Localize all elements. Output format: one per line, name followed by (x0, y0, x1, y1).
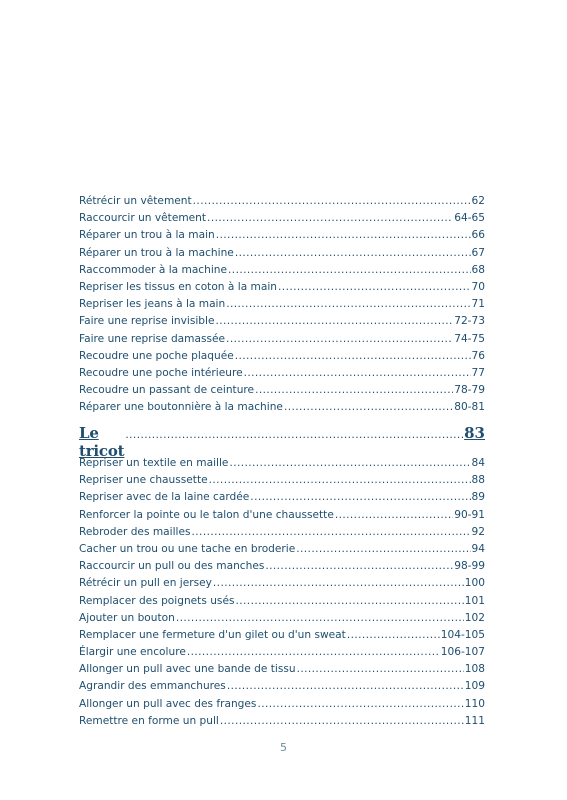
page-number: 5 (280, 741, 287, 754)
section-page: 83 (464, 424, 485, 442)
toc-entry-page: 84 (471, 457, 485, 469)
toc-entry-page: 64-65 (454, 212, 485, 225)
toc-entry-page: 67 (471, 246, 485, 259)
section-title: Le tricot (79, 424, 125, 460)
toc-entry-title: Repriser une chaussette (79, 474, 208, 487)
toc-entry (79, 193, 485, 210)
toc-entry-title: Réparer un trou à la main (79, 229, 215, 242)
toc-entry (79, 661, 485, 678)
toc-entry-title: Raccourcir un pull ou des manches (79, 560, 265, 573)
toc-entry (79, 210, 485, 227)
toc-entry-page: 108 (464, 663, 485, 676)
dot-leader (244, 365, 471, 382)
toc-entry-title: Recoudre une poche intérieure (79, 366, 243, 379)
toc-entry-title: Rétrécir un pull en jersey (79, 577, 212, 590)
toc-entry-title: Renforcer la pointe ou le talon d'une chaussette (79, 508, 334, 521)
toc-entry (79, 644, 485, 661)
toc-entry-title: Allonger un pull avec une bande de tissu (79, 663, 296, 676)
toc-entry-page: 70 (471, 280, 485, 293)
toc-entry (79, 593, 485, 610)
toc-entry (79, 245, 485, 262)
toc-entry-page: 106-107 (440, 646, 485, 659)
dot-leader (220, 713, 464, 730)
toc-entry-page: 102 (464, 611, 485, 624)
toc-entry-title: Remplacer une fermeture d'un gilet ou d'un sweat (79, 628, 346, 641)
toc-entry-title: Réparer une boutonnière à la machine (79, 401, 283, 414)
dot-leader (235, 245, 471, 262)
toc-entry-page: 68 (471, 263, 485, 276)
toc-entry (79, 279, 485, 296)
toc-entry (79, 262, 485, 279)
toc-entry-title: Réparer un trou à la machine (79, 246, 234, 259)
toc-entry (79, 575, 485, 592)
toc-entry-title: Repriser les tissus en coton à la main (79, 280, 278, 293)
toc-entry-page: 109 (464, 680, 485, 693)
dot-leader (284, 399, 453, 416)
dot-leader (226, 296, 470, 313)
dot-leader (235, 348, 471, 365)
dot-leader (347, 627, 440, 644)
toc-entry (79, 365, 485, 382)
toc-entry-page: 78-79 (454, 384, 485, 397)
toc-entry-title: Faire une reprise invisible (79, 315, 215, 328)
toc-entry (79, 713, 485, 730)
dot-leader (193, 193, 471, 210)
dot-leader (257, 696, 463, 713)
dot-leader (227, 678, 464, 695)
toc-entry-page: 66 (471, 229, 485, 242)
toc-entry (79, 331, 485, 348)
section-heading (79, 424, 485, 460)
toc-list-sewing (79, 193, 485, 416)
toc-entry-title: Repriser les jeans à la main (79, 298, 226, 311)
toc-entry-title: Rétrécir un vêtement (79, 195, 192, 207)
dot-leader (187, 644, 440, 661)
toc-list-knitting (79, 455, 485, 730)
toc-entry-page: 74-75 (454, 332, 485, 345)
toc-entry-page: 76 (471, 349, 485, 362)
toc-entry (79, 558, 485, 575)
toc-entry-title: Repriser avec de la laine cardée (79, 491, 250, 504)
dot-leader (209, 472, 471, 489)
toc-entry-page: 62 (471, 195, 485, 207)
toc-entry-page: 71 (471, 298, 485, 311)
dot-leader (278, 279, 470, 296)
dot-leader (213, 575, 464, 592)
dot-leader (226, 331, 453, 348)
dot-leader (228, 262, 470, 279)
toc-entry-page: 100 (464, 577, 485, 590)
toc-entry (79, 348, 485, 365)
dot-leader (229, 455, 470, 472)
toc-entry-title: Cacher un trou ou une tache en broderie (79, 542, 296, 555)
toc-entry (79, 227, 485, 244)
dot-leader (265, 558, 453, 575)
toc-entry-page: 101 (464, 594, 485, 607)
toc-entry-page: 94 (471, 542, 485, 555)
dot-leader (215, 313, 453, 330)
toc-entry-title: Recoudre une poche plaquée (79, 349, 234, 362)
toc-entry-page: 89 (471, 491, 485, 504)
toc-entry-title: Agrandir des emmanchures (79, 680, 226, 693)
toc-entry (79, 627, 485, 644)
toc-entry (79, 455, 485, 472)
toc-entry (79, 507, 485, 524)
toc-entry-title: Faire une reprise damassée (79, 332, 226, 345)
toc-entry-title: Rebroder des mailles (79, 525, 191, 538)
toc-entry-page: 110 (464, 697, 485, 710)
toc-entry (79, 472, 485, 489)
toc-entry-title: Raccommoder à la machine (79, 263, 228, 276)
toc-entry-page: 72-73 (454, 315, 485, 328)
dot-leader (335, 507, 453, 524)
toc-entry (79, 610, 485, 627)
toc-entry (79, 678, 485, 695)
toc-entry-page: 77 (471, 366, 485, 379)
dot-leader (207, 210, 453, 227)
toc-entry-title: Remettre en forme un pull (79, 714, 219, 727)
toc-entry (79, 313, 485, 330)
toc-entry-page: 111 (464, 714, 485, 727)
toc-entry-page: 90-91 (454, 508, 485, 521)
toc-entry-title: Remplacer des poignets usés (79, 594, 235, 607)
toc-entry (79, 696, 485, 713)
toc-entry-title: Repriser un textile en maille (79, 457, 229, 469)
toc-entry-title: Ajouter un bouton (79, 611, 175, 624)
dot-leader (297, 661, 464, 678)
toc-entry-page: 92 (471, 525, 485, 538)
toc-entry (79, 399, 485, 416)
dot-leader (236, 593, 464, 610)
dot-leader (255, 382, 453, 399)
dot-leader (296, 541, 470, 558)
dot-leader (216, 227, 471, 244)
toc-entry-title: Raccourcir un vêtement (79, 212, 207, 225)
toc-entry-page: 80-81 (454, 401, 485, 414)
toc-entry (79, 382, 485, 399)
toc-entry-page: 104-105 (440, 628, 485, 641)
toc-entry (79, 296, 485, 313)
dot-leader (125, 429, 463, 441)
toc-entry-title: Recoudre un passant de ceinture (79, 384, 255, 397)
dot-leader (192, 524, 471, 541)
toc-entry (79, 541, 485, 558)
toc-entry-page: 88 (471, 474, 485, 487)
dot-leader (176, 610, 464, 627)
toc-entry-page: 98-99 (454, 560, 485, 573)
toc-entry-title: Élargir une encolure (79, 646, 186, 659)
dot-leader (250, 489, 470, 506)
toc-entry (79, 489, 485, 506)
toc-entry-title: Allonger un pull avec des franges (79, 697, 257, 710)
toc-entry (79, 524, 485, 541)
